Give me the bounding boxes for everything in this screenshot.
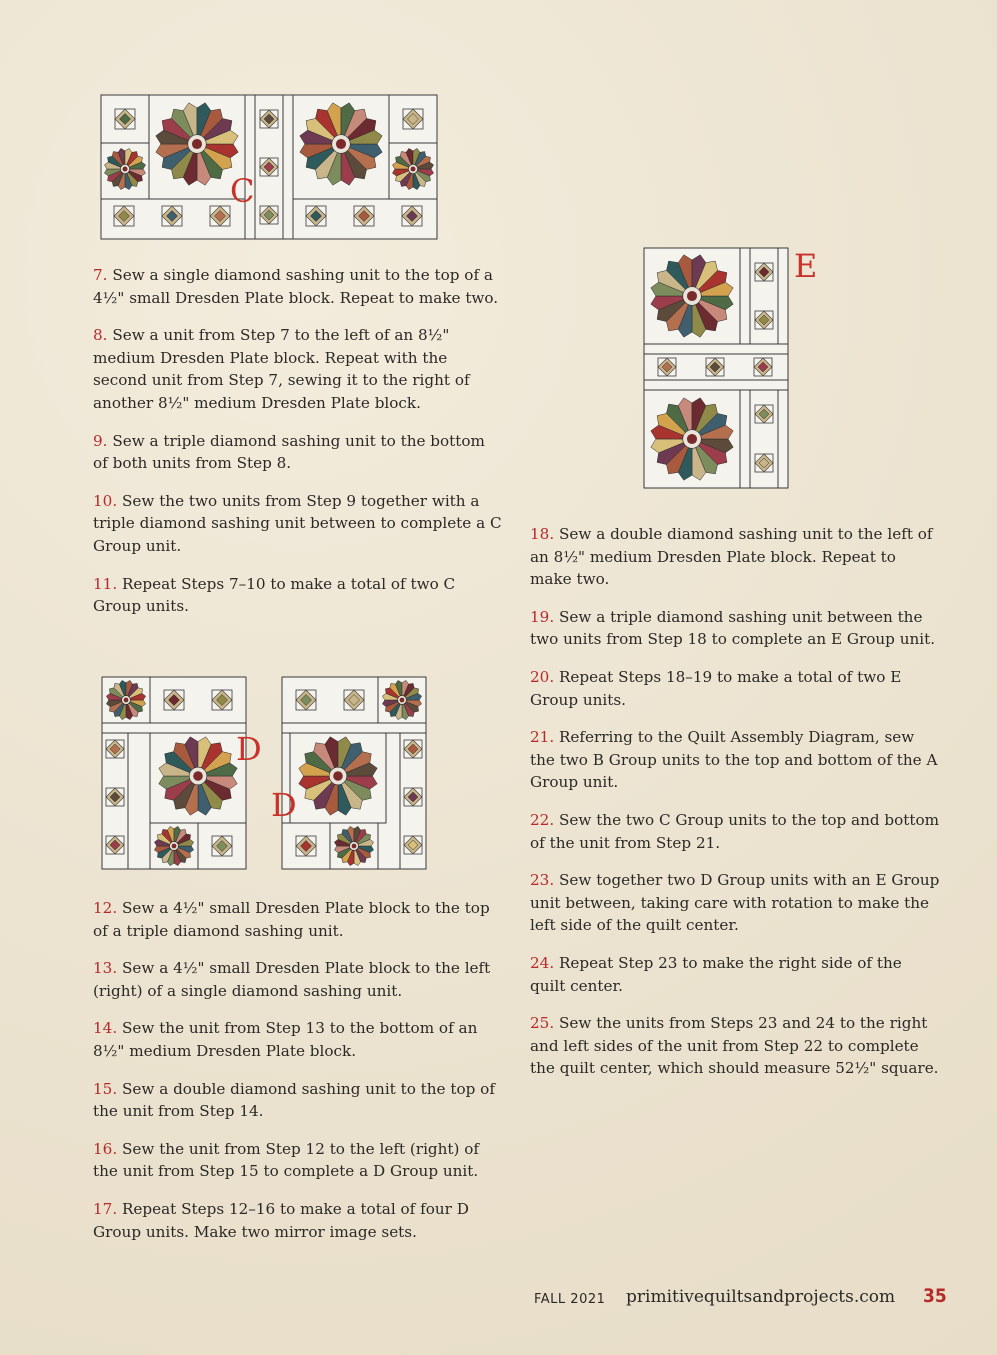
step-11: 11. Repeat Steps 7–10 to make a total of two C Group units.: [93, 574, 456, 616]
fig-e-strip-bot: [740, 390, 750, 488]
right-column-steps: [530, 523, 940, 1095]
page-number: 35: [923, 1285, 947, 1307]
plate-center: [192, 139, 202, 149]
figure-d-label-left: D: [236, 730, 262, 768]
fig-d-strip: [102, 723, 246, 733]
fig-c-strip-a: [245, 95, 255, 239]
fig-c-strip-b: [283, 95, 293, 239]
figure-c-label: C: [230, 172, 255, 210]
step-22: 22. Sew the two C Group units to the top and bottom of the unit from Step 21.: [530, 810, 940, 852]
figure-d-group-units: [101, 676, 431, 872]
fig-e-strip-mid-b: [644, 380, 788, 390]
plate-center: [124, 698, 129, 703]
figure-c-group-unit: [100, 94, 440, 242]
step-10: 10. Sew the two units from Step 9 together with a triple diamond sashing unit between to complete a C Group unit.: [93, 491, 502, 555]
left-column-steps: [93, 264, 503, 633]
fig-e-strip-mid-a: [644, 344, 788, 354]
plate-center: [352, 844, 357, 849]
plate-center: [172, 844, 177, 849]
figure-e-group-unit: [643, 247, 823, 491]
plate-center: [687, 291, 697, 301]
step-17: 17. Repeat Steps 12–16 to make a total of four D Group units. Make two mirror image sets.: [93, 1199, 469, 1241]
fig-e-strip-top-r: [778, 248, 788, 344]
left-column-steps-lower: [93, 897, 503, 1258]
plate-center: [336, 139, 346, 149]
step-20: 20. Repeat Steps 18–19 to make a total of two E Group units.: [530, 667, 902, 709]
plate-center: [193, 771, 203, 781]
step-13: 13. Sew a 4½" small Dresden Plate block to the left (right) of a single diamond sashing unit.: [93, 959, 491, 1000]
fig-e-side-sash-top: [750, 248, 778, 344]
step-8: 8. Sew a unit from Step 7 to the left of an 8½" medium Dresden Plate block. Repeat with the second unit from Step 7, sewing it to the right of another 8½" medium Dresden Plate block.: [93, 326, 470, 412]
step-25: 25. Sew the units from Steps 23 and 24 to the right and left sides of the unit from Step 22 to complete the quilt center, which should measure 52½" square.: [530, 1014, 939, 1078]
step-19: 19. Sew a triple diamond sashing unit between the two units from Step 18 to complete an E Group unit.: [530, 607, 936, 649]
plate-center: [400, 698, 405, 703]
fig-d-strip: [282, 723, 426, 733]
fig-d-unit-right: [282, 677, 426, 869]
website-link[interactable]: primitivequiltsandprojects.com: [626, 1287, 896, 1307]
plate-center: [687, 434, 697, 444]
fig-d-unit-left: [102, 677, 246, 869]
issue-season: FALL 2021: [534, 1292, 606, 1307]
step-12: 12. Sew a 4½" small Dresden Plate block to the top of a triple diamond sashing unit.: [93, 899, 490, 940]
page-footer: [534, 1285, 947, 1313]
plate-center: [122, 166, 127, 171]
step-23: 23. Sew together two D Group units with an E Group unit between, taking care with rotation to make the left side of the quilt center.: [530, 871, 940, 935]
step-21: 21. Referring to the Quilt Assembly Diagram, sew the two B Group units to the top and bottom of the A Group unit.: [530, 728, 938, 792]
fig-e-strip-bot-r: [778, 390, 788, 488]
step-18: 18. Sew a double diamond sashing unit to the left of an 8½" medium Dresden Plate block. Repeat to make two.: [530, 525, 933, 589]
step-16: 16. Sew the unit from Step 12 to the left (right) of the unit from Step 15 to complete a D Group unit.: [93, 1139, 480, 1181]
step-9: 9. Sew a triple diamond sashing unit to the bottom of both units from Step 8.: [93, 431, 485, 473]
step-7: 7. Sew a single diamond sashing unit to the top of a 4½" small Dresden Plate block. Repeat to make two.: [93, 266, 499, 307]
plate-center: [410, 166, 415, 171]
figure-d-label-right: D: [271, 786, 297, 824]
step-24: 24. Repeat Step 23 to make the right side of the quilt center.: [530, 953, 902, 995]
fig-e-strip-top: [740, 248, 750, 344]
step-14: 14. Sew the unit from Step 13 to the bottom of an 8½" medium Dresden Plate block.: [93, 1019, 478, 1060]
figure-e-label: E: [794, 247, 818, 285]
step-15: 15. Sew a double diamond sashing unit to the top of the unit from Step 14.: [93, 1079, 495, 1121]
plate-center: [333, 771, 343, 781]
